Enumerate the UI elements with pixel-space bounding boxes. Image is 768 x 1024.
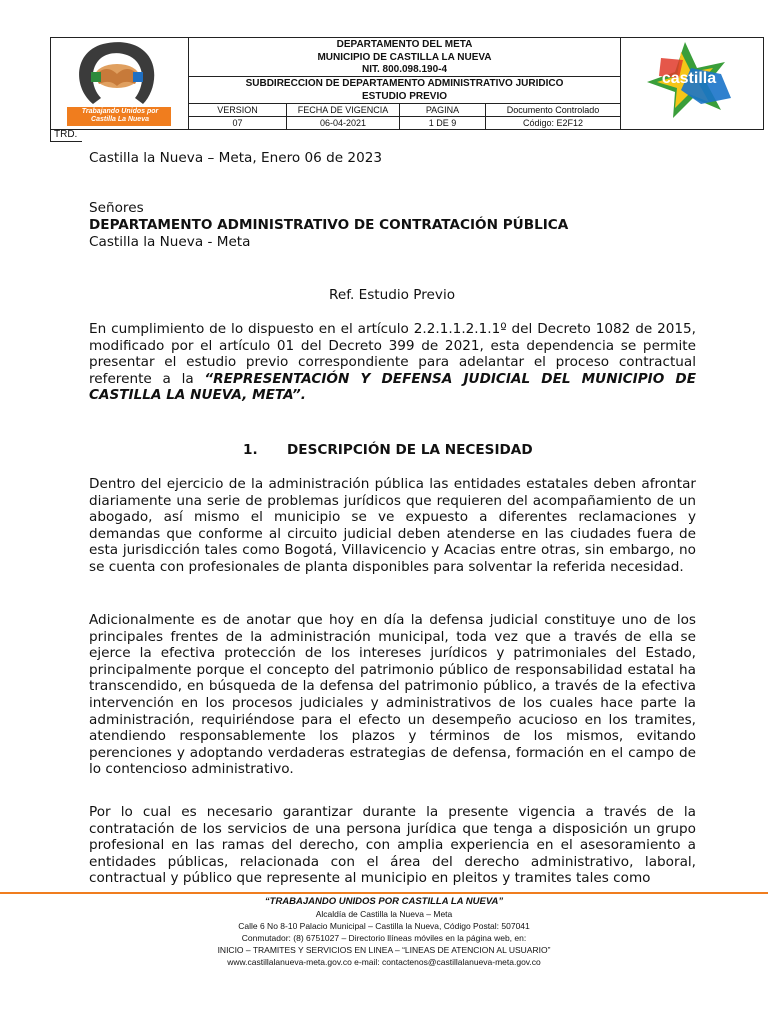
trd-label: TRD.: [50, 129, 82, 142]
footer-address: Calle 6 No 8-10 Palacio Municipal – Castilla la Nueva, Código Postal: 507041: [238, 921, 530, 931]
logo-left-text: Trabajando Unidos por Castilla La Nueva: [81, 108, 159, 123]
department-name: DEPARTAMENTO DEL META: [336, 39, 473, 50]
paragraph-1: Dentro del ejercicio de la administración pública las entidades estatales deben afrontar diariamente una serie de problemas jurídicos que requieren del acompañamiento de un abogado, así mismo el municipio se ve expuesto a diferentes reclamaciones y demandas que conforme al circuito judicial deben atenderse en las ciudades fuera de esta jurisdicción tales como Bogotá, Villavicencio y Acacias entre otras, sin embargo, no se cuenta con profesionales de planta disponibles para solventar la referida necesidad.: [89, 476, 696, 575]
header-label-row: [189, 104, 620, 116]
section-number: 1.: [243, 442, 258, 458]
footer-services: INICIO – TRAMITES Y SERVICIOS EN LINEA – “LINEAS DE ATENCION AL USUARIO”: [217, 945, 551, 955]
validity-date-value: 06-04-2021: [287, 117, 400, 129]
paragraph-2: Adicionalmente es de anotar que hoy en día la defensa judicial constituye uno de los principales frentes de la administración municipal, toda vez que a través de ella se ejerce la efectiva protección de los intereses jurídicos y patrimoniales del Estado, principalmente porque el concepto del patrimonio público de responsabilidad estatal ha transcendido, en búsqueda de la defensa del patrimonio público, a través de la efectiva intervención en los procesos judiciales y administrativos de los cuales hace parte la administración, requiriéndose para el efecto un desempeño acucioso en los tramites, atendiendo responsablemente los plazos y términos de los mismos, evitando perenciones y adoptando verdaderas estrategias de defensa, formación en el campo de lo contencioso administrativo.: [89, 612, 696, 778]
reference-line: Ref. Estudio Previo: [329, 287, 456, 303]
document-header: [50, 37, 764, 130]
paragraph-3: Por lo cual es necesario garantizar durante la presente vigencia a través de la contratación de los servicios de una persona jurídica que tenga a disposición un grupo profesional en las ramas del derecho, con amplia experiencia en el asesoramiento a entidades públicas, relacionada con el área del derecho administrativo, laboral, contractual y público que represente al municipio en pleitos y tramites tales como: [89, 804, 696, 887]
version-label: VERSION: [189, 104, 287, 116]
slogan-text: “TRABAJANDO UNIDOS POR CASTILLA LA NUEVA”: [264, 896, 504, 907]
place-date: Castilla la Nueva – Meta, Enero 06 de 2023: [89, 150, 383, 166]
page-label: PAGINA: [400, 104, 486, 116]
page-value: 1 DE 9: [400, 117, 486, 129]
footer-phone: Conmutador: (8) 6751027 – Directorio llíneas móviles en la página web, en:: [241, 933, 527, 943]
document-type: ESTUDIO PREVIO: [361, 90, 447, 102]
header-title-block: [189, 38, 620, 77]
validity-date-label: FECHA DE VIGENCIA: [287, 104, 400, 116]
header-subtitle-block: [189, 77, 620, 104]
footer-contact[interactable]: www.castillalanueva-meta.gov.co e-mail: contactenos@castillalanueva-meta.gov.co: [227, 957, 541, 967]
controlled-doc-label: Documento Controlado: [506, 105, 600, 115]
castilla-brand-logo: [620, 38, 763, 129]
recipient-city: Castilla la Nueva - Meta: [89, 234, 251, 250]
subdirection-name: SUBDIRECCION DE DEPARTAMENTO ADMINISTRATIVO JURIDICO: [245, 78, 564, 89]
footer-line-1: Alcaldía de Castilla la Nueva – Meta: [315, 909, 453, 919]
municipal-logo: [51, 38, 189, 129]
footer-divider: [0, 892, 768, 894]
intro-paragraph: [89, 321, 696, 404]
contract-object: “REPRESENTACIÓN Y DEFENSA JUDICIAL DEL MUNICIPIO DE CASTILLA LA NUEVA, META”.: [89, 370, 696, 404]
document-code-value: Código: E2F12: [522, 118, 584, 128]
header-center: [189, 38, 620, 129]
municipality-name: MUNICIPIO DE CASTILLA LA NUEVA: [317, 51, 492, 63]
header-value-row: [189, 116, 620, 129]
version-value: 07: [189, 117, 287, 129]
recipient-name: DEPARTAMENTO ADMINISTRATIVO DE CONTRATACIÓN PÚBLICA: [89, 217, 569, 233]
footer-slogan: [0, 896, 768, 907]
intro-text: En cumplimiento de lo dispuesto en el artículo 2.2.1.1.2.1.1º del Decreto 1082 de 2015, modificado por el artículo 01 del Decreto 399 de 2021, esta dependencia se permite presentar el estudio previo correspondiente para adelantar el proceso contractual referente a la: [89, 321, 696, 387]
nit-number: NIT. 800.098.190-4: [361, 64, 448, 75]
section-title: DESCRIPCIÓN DE LA NECESIDAD: [287, 442, 533, 458]
salutation: Señores: [89, 200, 144, 216]
logo-right-text: castilla: [661, 70, 717, 87]
